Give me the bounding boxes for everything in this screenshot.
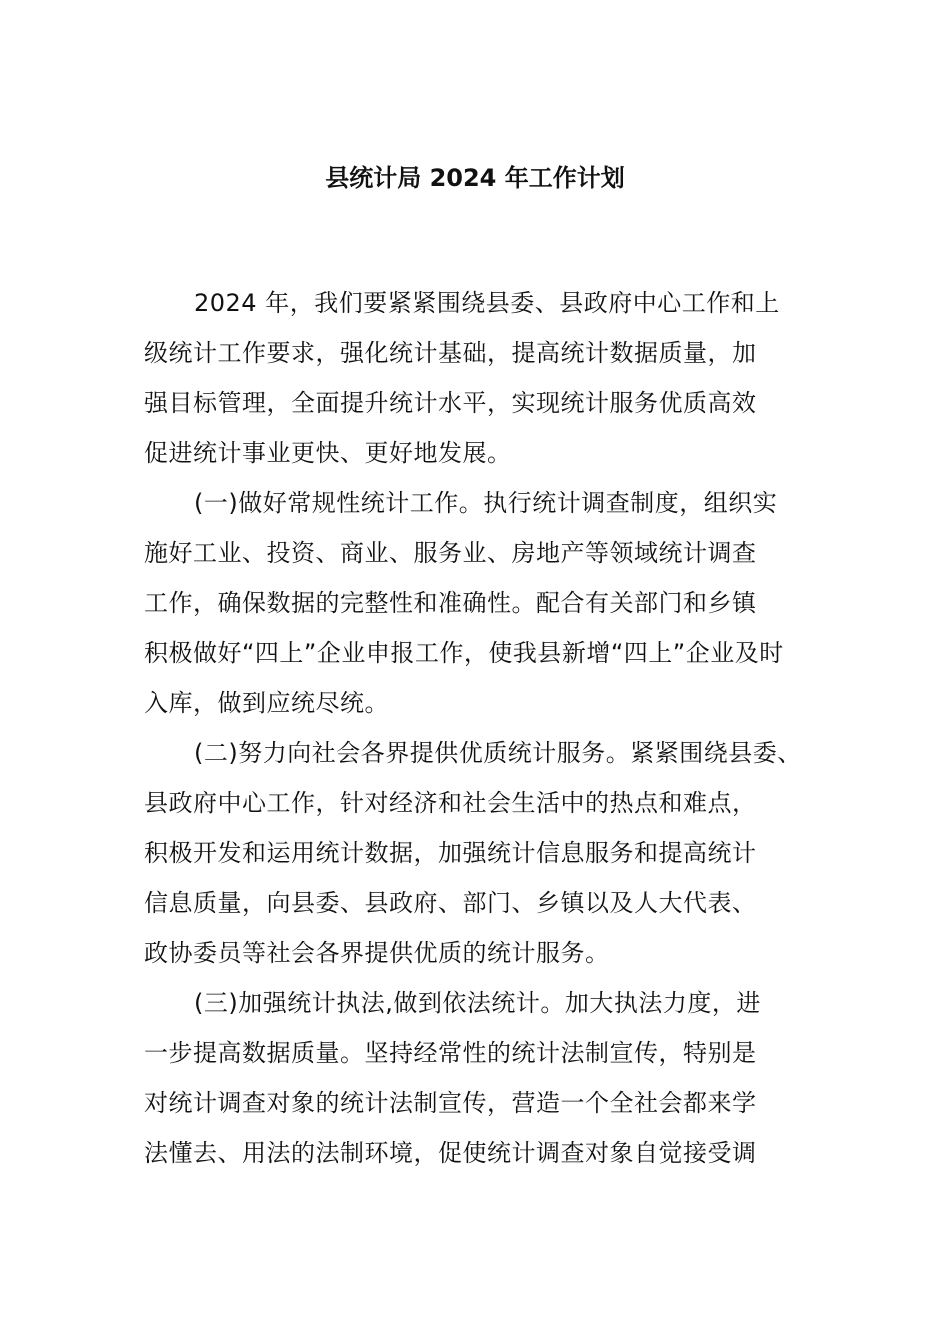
paragraph-line: 入库，做到应统尽统。	[144, 689, 389, 717]
paragraph-line: 促进统计事业更快、更好地发展。	[144, 439, 512, 467]
paragraph-line: 级统计工作要求，强化统计基础，提高统计数据质量，加	[144, 339, 757, 367]
paragraph-line: 积极开发和运用统计数据，加强统计信息服务和提高统计	[144, 839, 757, 867]
document-title: 县统计局 2024 年工作计划	[325, 164, 625, 192]
paragraph-section-1	[144, 478, 824, 728]
paragraph-line: 政协委员等社会各界提供优质的统计服务。	[144, 939, 610, 967]
paragraph-section-2	[144, 728, 824, 978]
paragraph-line: 强目标管理，全面提升统计水平，实现统计服务优质高效	[144, 389, 757, 417]
paragraph-line: 县政府中心工作，针对经济和社会生活中的热点和难点，	[144, 789, 757, 817]
paragraph-line: (二)努力向社会各界提供优质统计服务。紧紧围绕县委、	[194, 739, 802, 767]
paragraph-line: 施好工业、投资、商业、服务业、房地产等领域统计调查	[144, 539, 757, 567]
paragraph-line: (三)加强统计执法,做到依法统计。加大执法力度，进	[194, 989, 761, 1017]
paragraph-line: 信息质量，向县委、县政府、部门、乡镇以及人大代表、	[144, 889, 757, 917]
paragraph-line: 法懂去、用法的法制环境，促使统计调查对象自觉接受调	[144, 1139, 757, 1167]
paragraph-line: (一)做好常规性统计工作。执行统计调查制度，组织实	[194, 489, 778, 517]
document-body	[144, 278, 824, 1178]
paragraph-intro	[144, 278, 824, 478]
paragraph-line: 2024 年，我们要紧紧围绕县委、县政府中心工作和上	[194, 289, 780, 317]
paragraph-section-3	[144, 978, 824, 1178]
paragraph-line: 积极做好“四上”企业申报工作，使我县新增“四上”企业及时	[144, 639, 784, 667]
paragraph-line: 对统计调查对象的统计法制宣传，营造一个全社会都来学	[144, 1089, 757, 1117]
paragraph-line: 工作，确保数据的完整性和准确性。配合有关部门和乡镇	[144, 589, 757, 617]
paragraph-line: 一步提高数据质量。坚持经常性的统计法制宣传，特别是	[144, 1039, 757, 1067]
